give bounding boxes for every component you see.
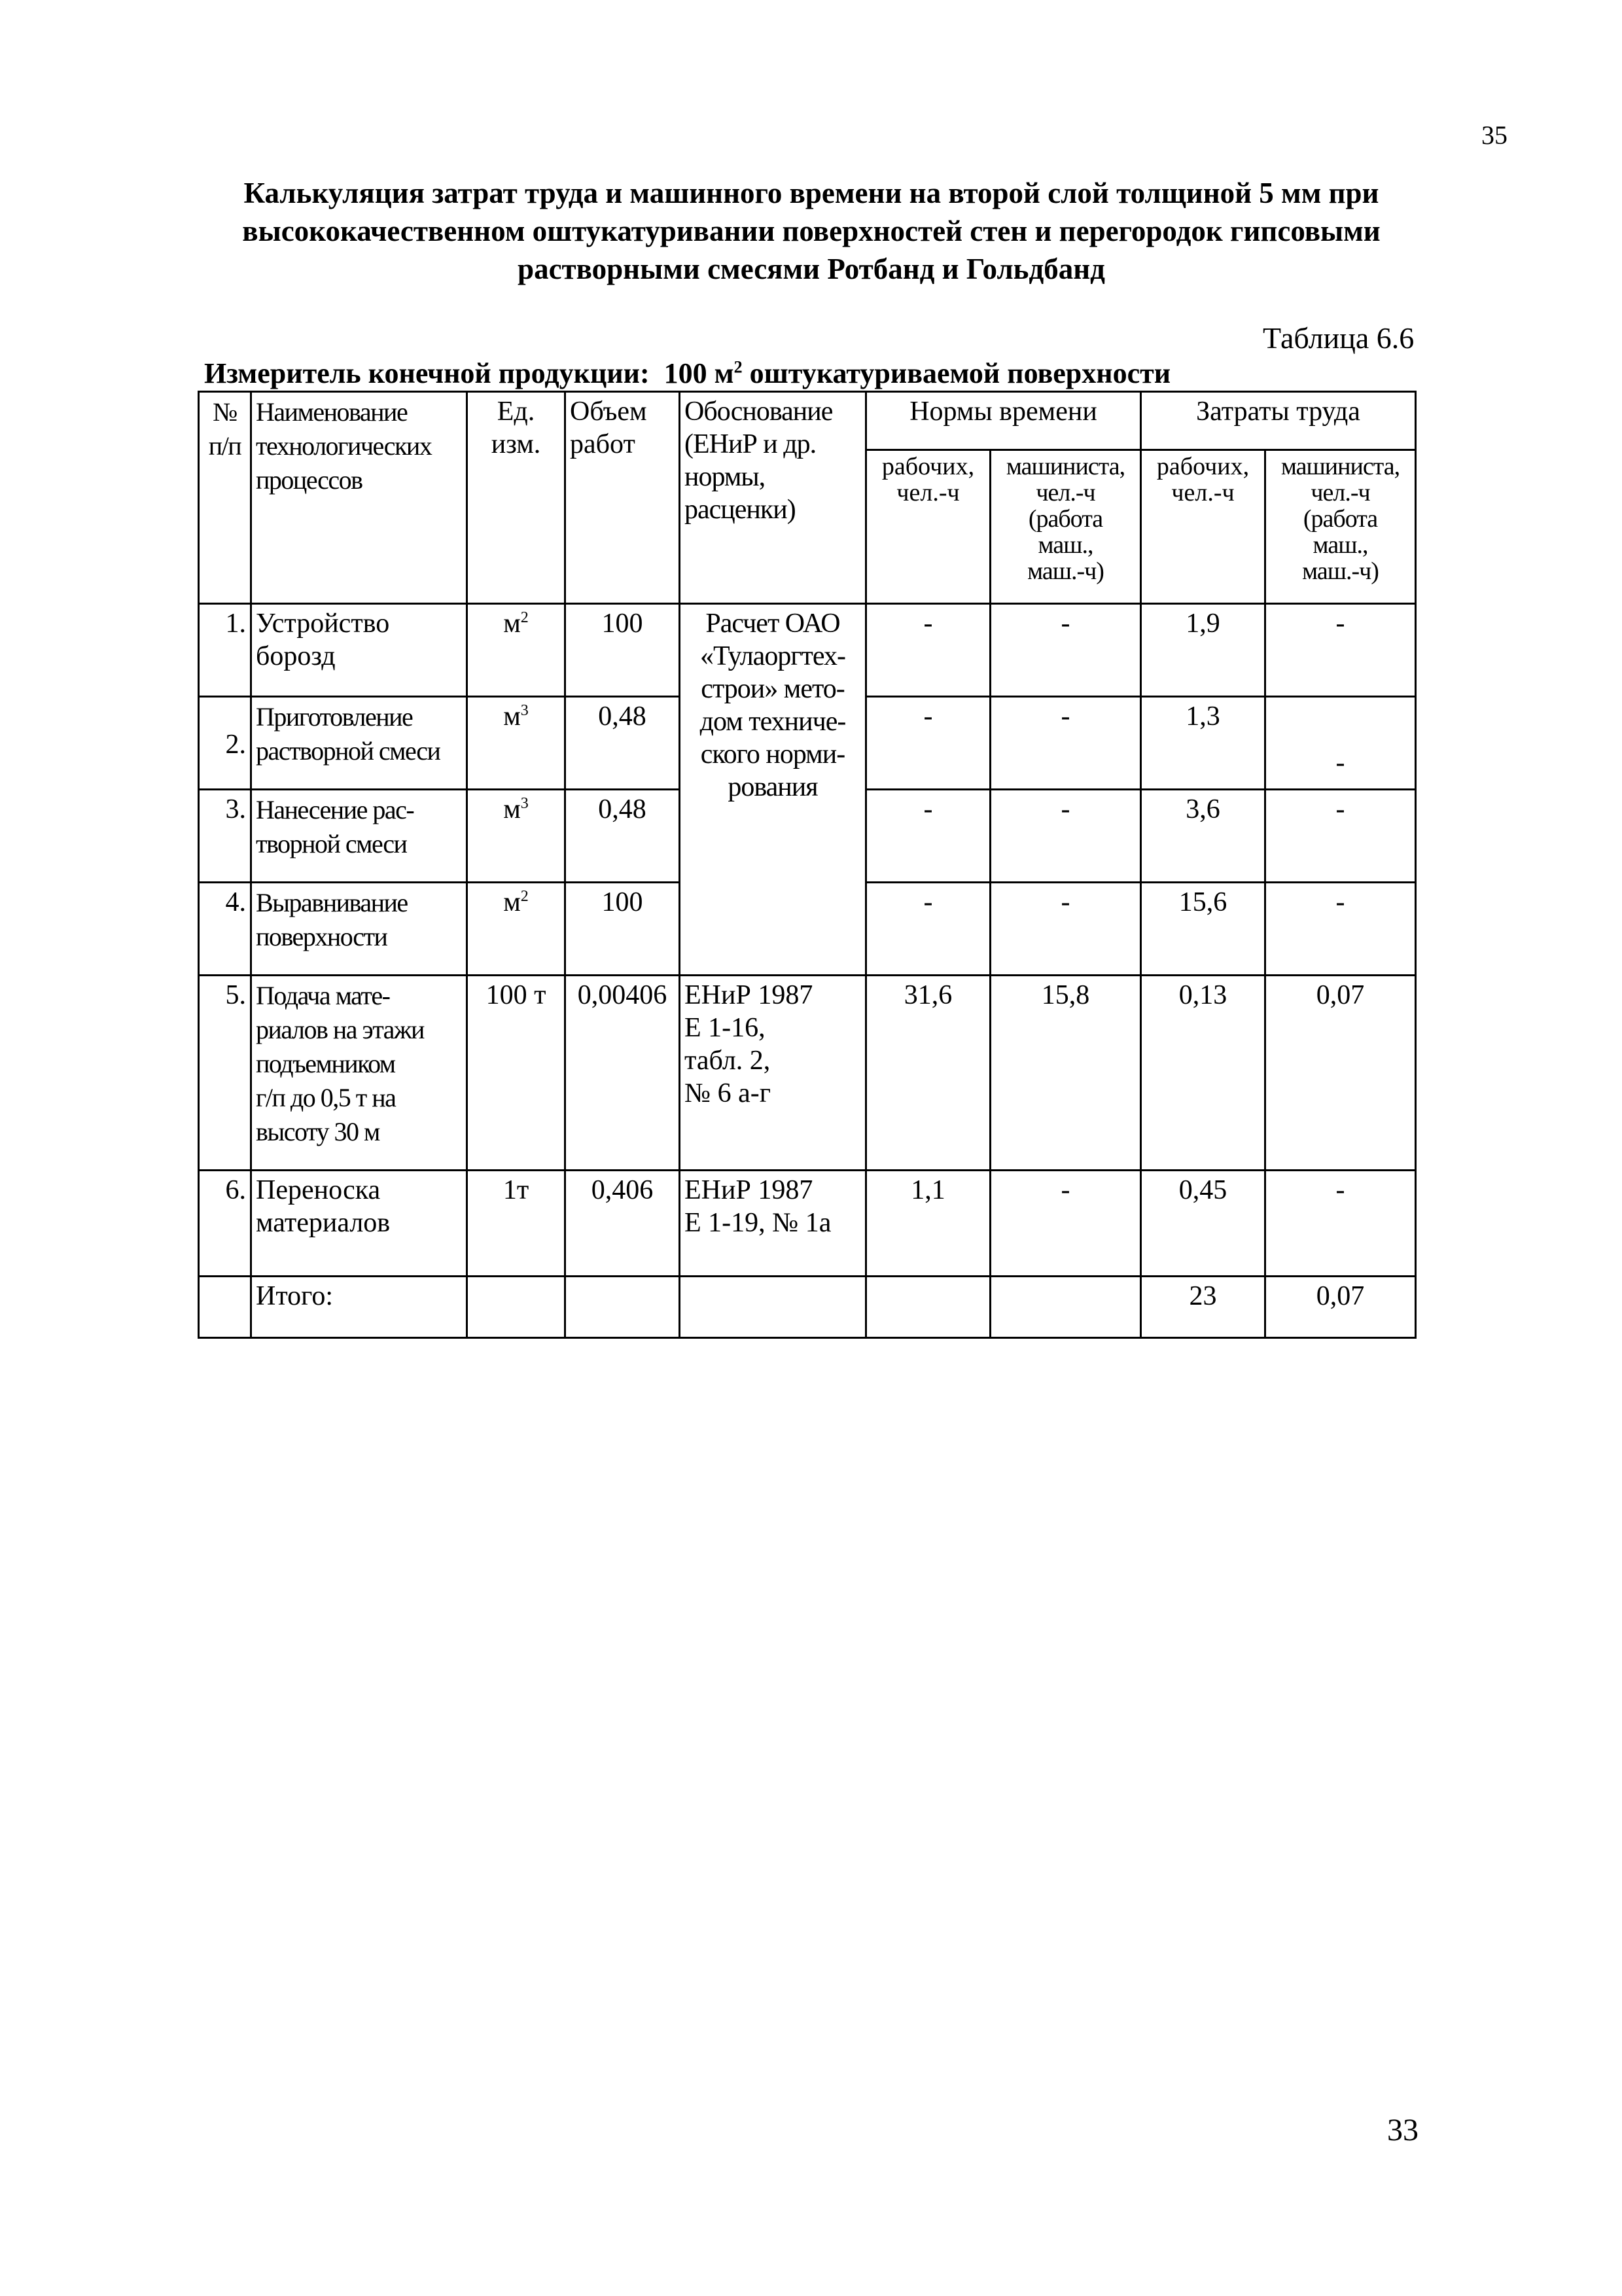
row-volume: 0,48 [565,790,680,883]
header-labor-machinist: машиниста, чел.-ч (работа маш., маш.-ч) [1265,450,1416,604]
header-name: Наименование технологических процессов [251,392,467,604]
row-volume: 0,48 [565,697,680,790]
row-norm-workers: - [866,790,991,883]
row-unit-sup: 2 [520,609,529,626]
row-unit-sup: 2 [520,888,529,905]
total-empty-cell [565,1277,680,1338]
row-unit [467,976,565,1171]
row-unit-sup: 3 [520,702,529,719]
measure-value-tail: оштукатуриваемой поверхности [742,357,1171,389]
row-labor-machinist: - [1265,697,1416,790]
total-labor-machinist: 0,07 [1265,1277,1416,1338]
row-number: 1. [199,604,251,697]
measure-line [204,357,1171,390]
document-title [196,174,1426,288]
header-num: № п/п [199,392,251,604]
title-line: растворными смесями Ротбанд и Гольдбанд [518,253,1105,285]
row-labor-machinist: - [1265,604,1416,697]
row-labor-workers: 1,9 [1141,604,1265,697]
row-unit-text: м [503,609,521,639]
measure-value-sup: 2 [733,357,743,377]
row-volume: 100 [565,604,680,697]
header-unit: Ед. изм. [467,392,565,604]
page-number-top: 35 [1481,120,1507,150]
row-number: 5. [199,976,251,1171]
row-unit [467,697,565,790]
row-norm-machinist: - [991,883,1141,976]
row-basis: ЕНиР 1987 Е 1-19, № 1а [680,1171,866,1277]
header-norms-machinist: машиниста, чел.-ч (работа маш., маш.-ч) [991,450,1141,604]
row-norm-machinist: - [991,604,1141,697]
row-unit-text: м [503,794,521,824]
total-empty-cell [991,1277,1141,1338]
row-basis: ЕНиР 1987 Е 1-16, табл. 2, № 6 а-г [680,976,866,1171]
row-norm-workers: - [866,604,991,697]
table-row [199,1171,1416,1277]
row-unit [467,790,565,883]
total-empty-cell [467,1277,565,1338]
row-unit-text: 100 т [485,980,546,1010]
row-norm-machinist: 15,8 [991,976,1141,1171]
total-num-empty [199,1277,251,1338]
measure-value: 100 м [663,357,734,389]
row-unit-text: 1т [502,1175,529,1205]
header-basis: Обоснование (ЕНиР и др. нормы, расценки) [680,392,866,604]
row-labor-machinist: 0,07 [1265,976,1416,1171]
row-norm-machinist: - [991,790,1141,883]
row-number: 4. [199,883,251,976]
row-volume: 0,406 [565,1171,680,1277]
header-norms-workers: рабочих, чел.-ч [866,450,991,604]
calculation-table [198,391,1417,1339]
row-norm-workers: - [866,697,991,790]
header-labor-workers: рабочих, чел.-ч [1141,450,1265,604]
measure-label: Измеритель конечной продукции: [204,357,650,389]
header-labor-group: Затраты труда [1141,392,1416,450]
row-number: 6. [199,1171,251,1277]
row-labor-workers: 0,45 [1141,1171,1265,1277]
merged-basis-cell: Расчет ОАО «Тулаоргтех- строи» мето- дом техниче- ского норми- рования [680,604,866,976]
row-norm-workers: - [866,883,991,976]
row-unit [467,883,565,976]
row-name: Подача мате- риалов на этажи подъемником г/п до 0,5 т на высоту 30 м [251,976,467,1171]
title-line: Калькуляция затрат труда и машинного времени на второй слой толщиной 5 мм при [243,177,1379,209]
row-volume: 100 [565,883,680,976]
row-labor-machinist: - [1265,790,1416,883]
table-caption: Таблица 6.6 [1263,321,1415,355]
page-number-bottom: 33 [1387,2113,1419,2147]
row-name: Переноска материалов [251,1171,467,1277]
row-unit [467,1171,565,1277]
row-norm-workers: 1,1 [866,1171,991,1277]
row-labor-machinist: - [1265,883,1416,976]
header-volume: Объем работ [565,392,680,604]
row-labor-workers: 3,6 [1141,790,1265,883]
table-row [199,604,1416,697]
row-unit-text: м [503,701,521,732]
total-row [199,1277,1416,1338]
row-number: 2. [199,697,251,790]
row-norm-machinist: - [991,1171,1141,1277]
row-unit [467,604,565,697]
row-labor-workers: 15,6 [1141,883,1265,976]
row-name: Выравнивание поверхности [251,883,467,976]
total-empty-cell [866,1277,991,1338]
row-norm-workers: 31,6 [866,976,991,1171]
row-labor-workers: 1,3 [1141,697,1265,790]
row-unit-sup: 3 [520,795,529,812]
total-labor-workers: 23 [1141,1277,1265,1338]
title-line: высококачественном оштукатуривании поверхностей стен и перегородок гипсовыми [242,215,1381,247]
row-labor-workers: 0,13 [1141,976,1265,1171]
header-norms-group: Нормы времени [866,392,1141,450]
row-norm-machinist: - [991,697,1141,790]
table-row [199,976,1416,1171]
row-labor-machinist: - [1265,1171,1416,1277]
row-number: 3. [199,790,251,883]
total-empty-cell [680,1277,866,1338]
row-name: Нанесение рас- творной смеси [251,790,467,883]
total-label: Итого: [251,1277,467,1338]
row-unit-text: м [503,887,521,917]
row-volume: 0,00406 [565,976,680,1171]
row-name: Приготовление растворной смеси [251,697,467,790]
row-name: Устройство борозд [251,604,467,697]
table-body [199,604,1416,1338]
